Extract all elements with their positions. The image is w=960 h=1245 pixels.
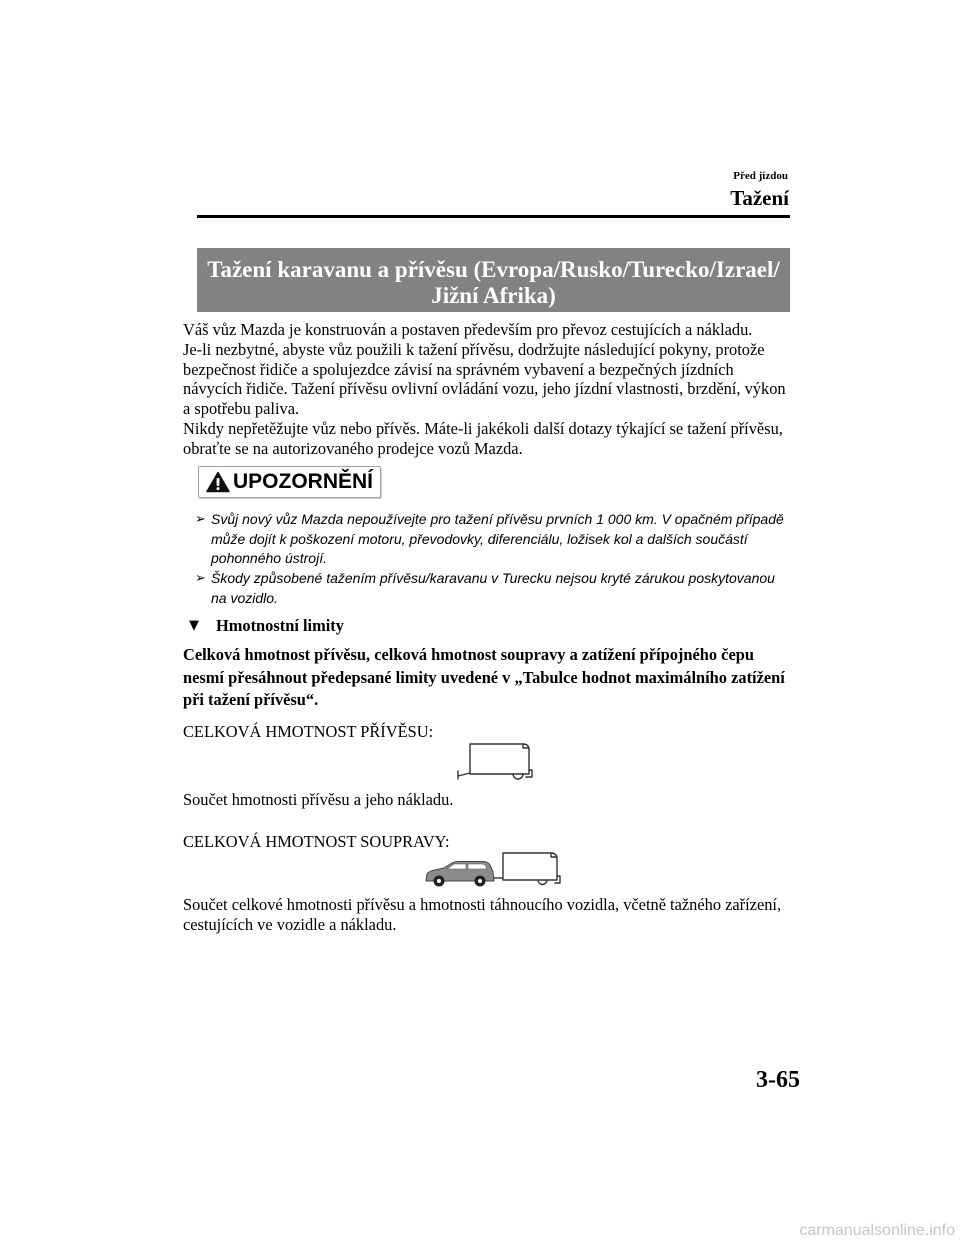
bullet-line: Svůj nový vůz Mazda nepoužívejte pro tažení přívěsu prvních 1 000 km. V opačném případě	[211, 511, 784, 527]
warning-label: UPOZORNĚNÍ	[233, 470, 374, 493]
banner-title-line: Tažení karavanu a přívěsu (Evropa/Rusko/Turecko/Izrael/	[207, 257, 780, 282]
intro-line: obraťte se na autorizovaného prodejce vozů Mazda.	[183, 438, 523, 458]
bullet-text	[211, 510, 784, 569]
page-number: 3-65	[756, 1067, 800, 1093]
subsection-heading: Hmotnostní limity	[216, 616, 344, 635]
trailer-weight-label: CELKOVÁ HMOTNOST PŘÍVĚSU:	[183, 722, 434, 741]
bullet-arrow-icon: ➢	[195, 571, 206, 586]
section-title: Tažení	[730, 186, 789, 210]
topic-banner	[197, 248, 790, 312]
trailer-icon	[453, 740, 535, 786]
combination-description-line: cestujících ve vozidle a nákladu.	[183, 915, 397, 934]
intro-line: Nikdy nepřetěžujte vůz nebo přívěs. Máte-li jakékoli další dotazy týkající se tažení přívěsu,	[183, 418, 783, 438]
bullet-line: na vozidlo.	[211, 589, 278, 606]
limits-line: při tažení přívěsu“.	[183, 690, 319, 709]
intro-line: návycích řidiče. Tažení přívěsu ovlivní ovládání vozu, jeho jízdní vlastnosti, brzdění, výkon	[183, 379, 786, 399]
bullet-text	[211, 569, 775, 608]
warning-box	[198, 466, 381, 498]
limits-line: nesmí přesáhnout předepsané limity uvedené v „Tabulce hodnot maximálního zatížení	[183, 667, 785, 687]
subsection-triangle-icon: ▼	[189, 618, 199, 633]
intro-line: Váš vůz Mazda je konstruován a postaven především pro převoz cestujících a nákladu.	[183, 320, 753, 339]
bullet-arrow-icon: ➢	[195, 512, 206, 527]
bullet-line: může dojít k poškození motoru, převodovky, diferenciálu, ložisek kol a dalších součástí	[211, 530, 748, 547]
chapter-name: Před jízdou	[733, 170, 788, 182]
intro-line: Je-li nezbytné, abyste vůz použili k tažení přívěsu, dodržujte následující pokyny, protože	[183, 339, 765, 359]
limits-line: Celková hmotnost přívěsu, celková hmotnost soupravy a zatížení přípojného čepu	[183, 645, 754, 664]
limits-paragraph	[183, 644, 785, 712]
bullet-line: pohonného ústrojí.	[211, 550, 327, 567]
banner-title-line: Jižní Afrika)	[431, 283, 556, 308]
combination-description-line: Součet celkové hmotnosti přívěsu a hmotnosti táhnoucího vozidla, včetně tažného zařízení,	[183, 895, 782, 914]
car-with-trailer-icon	[423, 850, 563, 890]
intro-line: a spotřebu paliva.	[183, 399, 300, 419]
warning-triangle-icon	[206, 471, 230, 493]
watermark: carmanualsonline.info	[799, 1222, 955, 1239]
trailer-weight-description: Součet hmotnosti přívěsu a jeho nákladu.	[183, 790, 454, 809]
intro-paragraph	[183, 320, 786, 459]
combination-weight-label: CELKOVÁ HMOTNOST SOUPRAVY:	[183, 832, 450, 851]
intro-line: bezpečnost řidiče a spolujezdce závisí na správném vybavení a bezpečných jízdních	[183, 359, 734, 379]
header-divider	[197, 215, 790, 218]
combination-weight-description	[183, 895, 781, 935]
bullet-line: Škody způsobené tažením přívěsu/karavanu v Turecku nejsou kryté zárukou poskytovanou	[211, 570, 775, 586]
